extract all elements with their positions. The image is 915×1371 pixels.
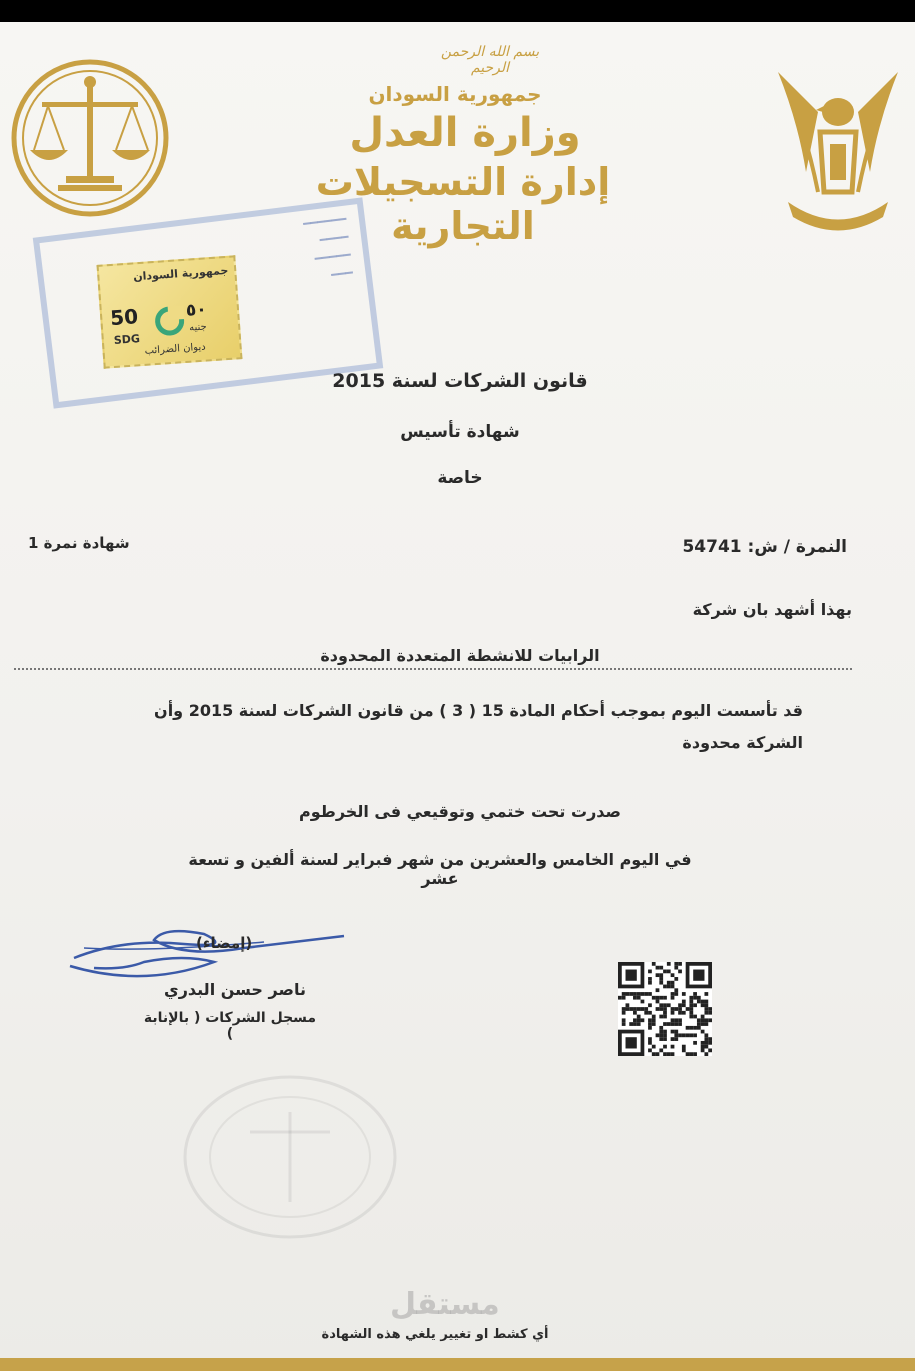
incorporation-text: قد تأسست اليوم بموجب أحكام المادة 15 ( 3 ) من قانون الشركات لسنة 2015 وأن الشركة محدودة	[154, 701, 803, 752]
law-title: قانون الشركات لسنة 2015	[332, 370, 588, 392]
company-type: خاصة	[437, 468, 483, 488]
stamp-issuer: ديوان الضرائب	[144, 341, 207, 357]
registrar-name: ناصر حسن البدري	[164, 980, 306, 999]
certify-text: بهذا أشهد بان شركة	[692, 600, 852, 619]
signature-scribble	[64, 918, 354, 988]
registration-number	[682, 537, 847, 557]
signature-label: (إمضاء)	[196, 934, 253, 952]
dotted-divider	[14, 668, 852, 670]
registrar-title: مسجل الشركات ( بالإنابة )	[143, 1010, 317, 1042]
revenue-logo-icon	[154, 305, 186, 337]
ministry-title: وزارة العدل	[349, 110, 581, 156]
registration-value: 54741	[682, 537, 742, 557]
department-title: إدارة التسجيلات التجارية	[315, 160, 611, 248]
revenue-stamp-icon	[97, 255, 243, 368]
qr-code-icon[interactable]	[618, 962, 712, 1056]
registration-label: النمرة / ش:	[747, 537, 847, 557]
certificate-page	[0, 22, 915, 1371]
watermark-logo: مستقل	[390, 1287, 500, 1322]
footer-notice: أي كشط او تغيير يلغي هذه الشهادة	[321, 1327, 549, 1342]
ink-stamp-text: ━━━━━━ ━━━━ ━━━━━ ━━━	[302, 211, 354, 283]
date-text: في اليوم الخامس والعشرين من شهر فبراير لسنة ألفين و تسعة عشر	[188, 850, 692, 888]
company-name: الرابيات للانشطة المتعددة المحدودة	[320, 646, 600, 665]
stamp-value-arabic: ٥٠	[185, 299, 208, 321]
secretary-bird-emblem-icon	[768, 52, 908, 232]
stamp-value: 50	[109, 304, 139, 331]
certificate-number: شهادة نمرة 1	[28, 534, 130, 552]
certificate-type: شهادة تأسيس	[400, 422, 520, 442]
issued-text: صدرت تحت ختمي وتوقيعي فى الخرطوم	[299, 802, 621, 821]
scales-of-justice-icon	[10, 58, 170, 218]
stamp-unit: جنيه	[188, 321, 208, 334]
stamp-currency: SDG	[113, 332, 141, 347]
embossed-seal-icon	[180, 1072, 400, 1242]
basmala: بسم الله الرحمن الرحيم	[440, 44, 540, 76]
revenue-stamp-title: جمهورية السودان	[132, 263, 229, 284]
gold-border-strip	[0, 1358, 915, 1371]
republic-title: جمهورية السودان	[368, 82, 542, 106]
